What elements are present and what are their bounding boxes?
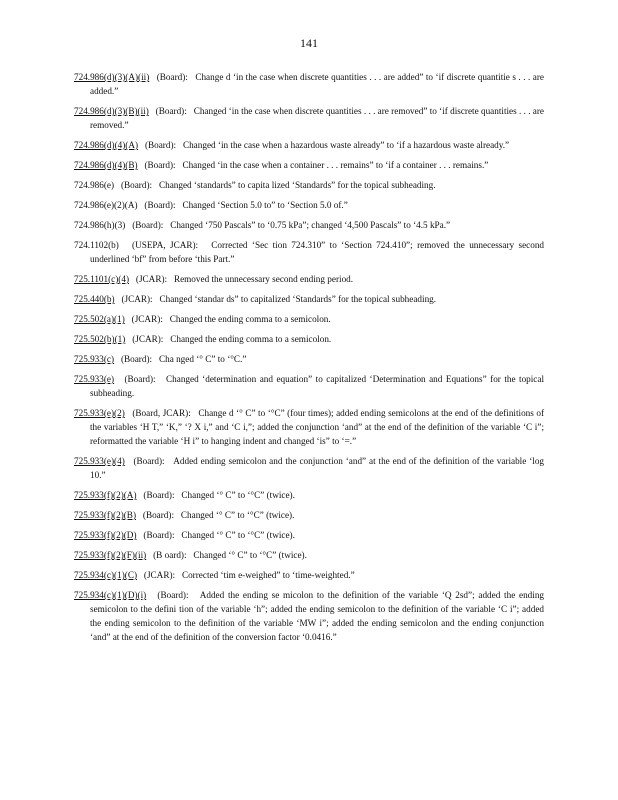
amendment-source: (Board): — [120, 354, 153, 364]
section-citation: 724.1102(b) — [74, 240, 119, 250]
amendment-source: (JCAR): — [143, 570, 176, 580]
amendment-description: Cha nged ‘° C” to ‘°C.” — [158, 354, 247, 364]
amendment-source: (Board): — [143, 530, 175, 540]
amendment-description: Corrected ‘tim e-weighed” to ‘time-weighted.” — [181, 570, 355, 580]
section-citation: 725.502(a)(1) — [74, 314, 125, 324]
amendment-source: (Board): — [142, 510, 175, 520]
amendment-description: Changed ‘determination and equation” to capitalized ‘Determination and Equations” for the topical subheading. — [90, 374, 545, 398]
amendment-entry — [74, 272, 544, 286]
section-citation: 725.933(f)(2)(B) — [74, 510, 136, 520]
amendment-description: Changed ‘° C” to ‘°C” (twice). — [181, 490, 295, 500]
amendment-entry — [74, 528, 544, 542]
amendment-entry — [74, 454, 544, 482]
section-citation: 724.986(h)(3) — [74, 220, 126, 230]
amendment-entry — [74, 292, 544, 306]
amendment-source: (Board): — [157, 590, 189, 600]
amendment-source: (Board): — [124, 374, 156, 384]
section-citation: 724.986(d)(4)(A) — [74, 140, 139, 150]
amendment-description: Changed ‘750 Pascals” to ‘0.75 kPa”; changed ‘4,500 Pascals” to ‘4.5 kPa.” — [170, 220, 451, 230]
section-citation: 725.933(e)(4) — [74, 456, 125, 466]
amendment-entry — [74, 508, 544, 522]
amendment-entry — [74, 218, 544, 232]
amendment-source: (Board): — [144, 200, 176, 210]
page-number: 141 — [300, 36, 318, 50]
amendment-source: (Board): — [155, 106, 187, 116]
section-citation: 724.986(e) — [74, 180, 115, 190]
section-citation: 725.933(f)(2)(A) — [74, 490, 137, 500]
amendment-description: Changed ‘in the case when a hazardous waste already” to ‘if a hazardous waste already.” — [182, 140, 510, 150]
amendment-description: Change d ‘in the case when discrete quantities . . . are added” to ‘if discrete quantitie s . . . are added.” — [90, 72, 544, 96]
amendment-source: (Board): — [133, 456, 165, 466]
amendment-description: Changed ‘in the case when a container . . . remains” to ‘if a container . . . remains.” — [182, 160, 489, 170]
amendment-entry — [74, 198, 544, 212]
amendment-entry — [74, 158, 544, 172]
amendment-source: (JCAR): — [121, 294, 153, 304]
section-citation: 725.502(b)(1) — [74, 334, 126, 344]
amendment-entry — [74, 568, 544, 582]
section-citation: 725.933(f)(2)(F)(ii) — [74, 550, 147, 560]
amendment-description: Changed ‘in the case when discrete quantities . . . are removed” to ‘if discrete quantities . . . are removed.” — [90, 106, 545, 130]
amendment-entry — [74, 332, 544, 346]
section-citation: 725.440(b) — [74, 294, 115, 304]
amendment-entry — [74, 104, 544, 132]
amendment-source: (B oard): — [153, 550, 187, 560]
amendment-entry — [74, 312, 544, 326]
amendment-description: Changed ‘° C” to ‘°C” (twice). — [181, 530, 295, 540]
section-citation: 724.986(d)(3)(A)(ii) — [74, 72, 150, 82]
amendment-source: (Board): — [144, 160, 176, 170]
amendment-source: (JCAR): — [135, 274, 168, 284]
amendment-entry — [74, 406, 544, 448]
section-citation: 724.986(d)(3)(B)(ii) — [74, 106, 149, 116]
amendment-description: Changed ‘standar ds” to capitalized ‘Standards” for the topical subheading. — [159, 294, 437, 304]
amendment-description: Change d ‘° C” to ‘°C” (four times); added ending semicolons at the end of the definitions of the variables ‘H T,” ‘K,” ‘? X i,” and ‘C i,”; added the conjunction ‘and” at the end of the definition of the variable ‘C i”; reformatted the variable ‘H i” to hanging indent and changed ‘is” to ‘=.” — [90, 408, 545, 446]
amendment-source: (Board): — [156, 72, 188, 82]
amendment-source: (JCAR): — [131, 314, 163, 324]
amendment-description: Removed the unnecessary second ending period. — [173, 274, 354, 284]
section-citation: 725.934(c)(1)(C) — [74, 570, 138, 580]
section-citation: 725.933(f)(2)(D) — [74, 530, 137, 540]
amendment-description: Changed ‘° C” to ‘°C” (twice). — [180, 510, 295, 520]
amendment-entry — [74, 372, 544, 400]
amendment-description: Corrected ‘Sec tion 724.310” to ‘Section 724.410”; removed the unnecessary second underlined ‘bf” from before ‘this Part.” — [90, 240, 545, 264]
section-citation: 725.933(e)(2) — [74, 408, 125, 418]
section-citation: 725.934(c)(1)(D)(i) — [74, 590, 147, 600]
amendment-entry — [74, 138, 544, 152]
amendment-source: (Board): — [132, 220, 164, 230]
amendment-source: (Board): — [144, 140, 177, 150]
amendment-source: (USEPA, JCAR): — [132, 240, 199, 250]
amendment-description: Added the ending se micolon to the definition of the variable ‘Q 2sd”; added the ending semicolon to the defini tion of the variable ‘h”; added the ending semicolon to the definition of the variable ‘C i”; added the ending semicolon to the definition of the variable ‘MW i”; added the ending semicolon and the ending conjunction ‘and” at the end of the definition of the conversion factor ‘0.0416.” — [90, 590, 545, 642]
amendment-description: Added ending semicolon and the conjunction ‘and” at the end of the definition of the variable ‘log 10.” — [90, 456, 545, 480]
amendment-source: (Board): — [120, 180, 153, 190]
amendment-description: Changed ‘° C” to ‘°C” (twice). — [193, 550, 307, 560]
amendment-list — [74, 70, 544, 650]
amendment-description: Changed ‘standards” to capita lized ‘Standards” for the topical subheading. — [158, 180, 436, 190]
amendment-source: (JCAR): — [132, 334, 164, 344]
section-citation: 724.986(d)(4)(B) — [74, 160, 138, 170]
amendment-entry — [74, 238, 544, 266]
amendment-entry — [74, 70, 544, 98]
section-citation: 725.1101(c)(4) — [74, 274, 130, 284]
amendment-source: (Board): — [143, 490, 175, 500]
amendment-entry — [74, 352, 544, 366]
amendment-entry — [74, 178, 544, 192]
amendment-entry — [74, 588, 544, 644]
section-citation: 725.933(c) — [74, 354, 115, 364]
amendment-description: Changed the ending comma to a semicolon. — [170, 334, 332, 344]
amendment-description: Changed ‘Section 5.0 to” to ‘Section 5.0 of.” — [182, 200, 348, 210]
section-citation: 724.986(e)(2)(A) — [74, 200, 138, 210]
amendment-source: (Board, JCAR): — [132, 408, 191, 418]
section-citation: 725.933(e) — [74, 374, 115, 384]
amendment-entry — [74, 548, 544, 562]
amendment-entry — [74, 488, 544, 502]
amendment-description: Changed the ending comma to a semicolon. — [169, 314, 331, 324]
